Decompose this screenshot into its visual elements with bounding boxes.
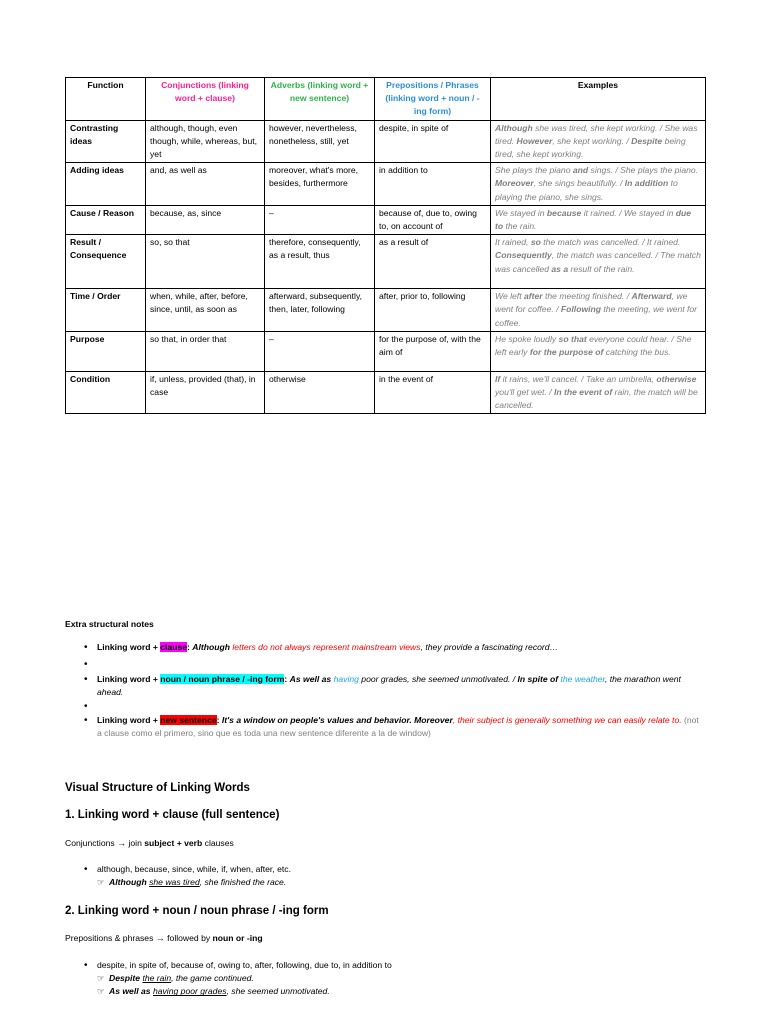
header-adverbs: Adverbs (linking word + new sentence) <box>265 78 375 121</box>
section-1-intro: Conjunctions → join subject + verb clauses <box>65 838 234 848</box>
cell-conjunctions: because, as, since <box>146 205 265 234</box>
table-row <box>66 371 706 414</box>
cell-adverbs: however, nevertheless, nonetheless, still, yet <box>265 120 375 163</box>
list-item: • despite, in spite of, because of, owing to, after, following, due to, in addition to ☞ Despite the rain, the game continued. ☞ As well as having poor grades, she seemed unmotivated. <box>97 959 705 999</box>
linking-words-table <box>65 77 706 414</box>
visual-structure-title: Visual Structure of Linking Words <box>65 782 250 794</box>
cell-function: Time / Order <box>66 289 146 332</box>
arrow-right-icon: → <box>117 838 127 848</box>
cell-examples: He spoke loudly so that everyone could hear. / She left early for the purpose of catching the bus. <box>491 331 706 371</box>
cell-adverbs: afterward, subsequently, then, later, following <box>265 289 375 332</box>
section-2-list <box>65 959 705 1000</box>
cell-examples: She plays the piano and sings. / She plays the piano. Moreover, she sings beautifully. / In addition to playing the piano, she sings. <box>491 163 706 206</box>
cell-examples: Although she was tired, she kept working. / She was tired. However, she kept working. / Despite being tired, she kept working. <box>491 120 706 163</box>
cell-function: Adding ideas <box>66 163 146 206</box>
section-2-intro: Prepositions & phrases → followed by noun or -ing <box>65 933 263 943</box>
cell-function: Contrasting ideas <box>66 120 146 163</box>
list-item: • Linking word + noun / noun phrase / -ing form: As well as having poor grades, she seemed unmotivated. / In spite of the weather, the marathon went ahead. <box>97 673 705 699</box>
header-examples: Examples <box>491 78 706 121</box>
cell-conjunctions: when, while, after, before, since, until, as soon as <box>146 289 265 332</box>
table-row <box>66 289 706 332</box>
cell-prepositions: as a result of <box>375 235 491 289</box>
cell-conjunctions: although, though, even though, while, whereas, but, yet <box>146 120 265 163</box>
cell-function: Result / Consequence <box>66 235 146 289</box>
cell-adverbs: otherwise <box>265 371 375 414</box>
section-2-heading: 2. Linking word + noun / noun phrase / -ing form <box>65 905 329 917</box>
cell-conjunctions: if, unless, provided (that), in case <box>146 371 265 414</box>
cell-function: Cause / Reason <box>66 205 146 234</box>
cell-conjunctions: and, as well as <box>146 163 265 206</box>
cell-prepositions: despite, in spite of <box>375 120 491 163</box>
cell-examples: It rained, so the match was cancelled. / It rained. Consequently, the match was cancelled. / The match was cancelled as a result of the rain. <box>491 235 706 289</box>
cell-function: Purpose <box>66 331 146 371</box>
table-row <box>66 205 706 234</box>
pointing-hand-icon: ☞ <box>97 877 105 888</box>
section-1-list <box>65 863 705 890</box>
cell-adverbs: therefore, consequently, as a result, thus <box>265 235 375 289</box>
header-function: Function <box>66 78 146 121</box>
pointing-hand-icon: ☞ <box>97 986 105 997</box>
list-item: • although, because, since, while, if, when, after, etc. ☞ Although she was tired, she finished the race. <box>97 863 705 889</box>
cell-prepositions: for the purpose of, with the aim of <box>375 331 491 371</box>
section-1-heading: 1. Linking word + clause (full sentence) <box>65 809 280 821</box>
cell-examples: If it rains, we'll cancel. / Take an umbrella, otherwise you'll get wet. / In the event of rain, the match will be cancelled. <box>491 371 706 414</box>
notes-title: Extra structural notes <box>65 619 154 629</box>
cell-prepositions: because of, due to, owing to, on account of <box>375 205 491 234</box>
pointing-hand-icon: ☞ <box>97 973 105 984</box>
table-row <box>66 163 706 206</box>
table-header-row <box>66 78 706 121</box>
cell-prepositions: in the event of <box>375 371 491 414</box>
cell-adverbs: – <box>265 331 375 371</box>
list-item: • Linking word + new sentence: It's a window on people's values and behavior. Moreover, their subject is generally something we can easily relate to. (not a clause como el primero, sino que es toda una new sentence diferente a la de window) <box>97 714 705 740</box>
arrow-right-icon: → <box>155 933 165 943</box>
cell-prepositions: in addition to <box>375 163 491 206</box>
table-row <box>66 235 706 289</box>
cell-examples: We left after the meeting finished. / Afterward, we went for coffee. / Following the meeting, we went for coffee. <box>491 289 706 332</box>
cell-conjunctions: so that, in order that <box>146 331 265 371</box>
header-prepositions: Prepositions / Phrases (linking word + noun / -ing form) <box>375 78 491 121</box>
cell-prepositions: after, prior to, following <box>375 289 491 332</box>
list-item-empty <box>97 658 705 671</box>
table-row <box>66 331 706 371</box>
notes-list <box>65 641 705 740</box>
list-item: • Linking word + clause: Although letters do not always represent mainstream views, they provide a fascinating record… <box>97 641 705 654</box>
cell-adverbs: moreover, what's more, besides, furthermore <box>265 163 375 206</box>
table-row <box>66 120 706 163</box>
cell-examples: We stayed in because it rained. / We stayed in due to the rain. <box>491 205 706 234</box>
cell-conjunctions: so, so that <box>146 235 265 289</box>
cell-adverbs: – <box>265 205 375 234</box>
header-conjunctions: Conjunctions (linking word + clause) <box>146 78 265 121</box>
list-item-empty <box>97 700 705 713</box>
cell-function: Condition <box>66 371 146 414</box>
structural-notes <box>65 618 705 742</box>
